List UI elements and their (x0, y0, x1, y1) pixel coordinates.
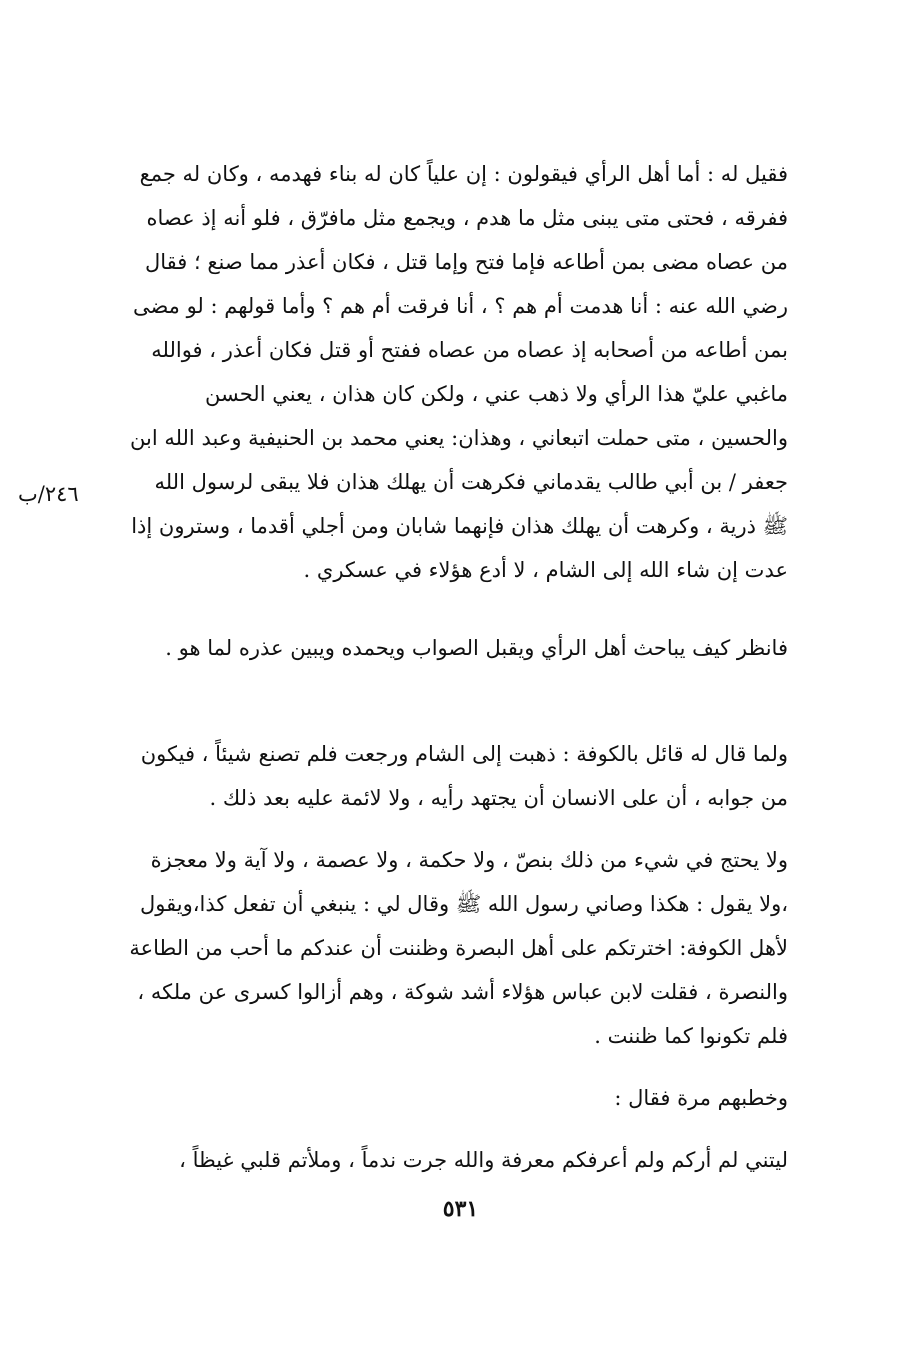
paragraph-1 (128, 152, 788, 592)
paragraph-text: وخطبهم مرة فقال : (614, 1086, 788, 1110)
paragraph-text: فقيل له : أما أهل الرأي فيقولون : إن علياً كان له بناء فهدمه ، وكان له جمع ففرقه ، فحتى متى يبنى مثل ما هدم ، ويجمع مثل مافرّق ، فلو أنه إذ عصاه من عصاه مضى بمن أطاعه فإما فتح وإما قتل ، فكان أعذر مما صنع ؛ فقال رضي الله عنه : أنا هدمت أم هم ؟ ، أنا فرقت أم هم ؟ وأما قولهم : لو مضى بمن أطاعه من أصحابه إذ عصاه من عصاه ففتح أو قتل فكان أعذر ، فوالله ماغبي عليّ هذا الرأي ولا ذهب عني ، ولكن كان هذان ، يعني الحسن والحسين ، متى حملت اتبعاني ، وهذان: يعني محمد بن الحنيفية وعبد الله ابن جعفر / بن أبي طالب يقدماني فكرهت أن يهلك هذان فلا يبقى لرسول الله ﷺ ذرية ، وكرهت أن يهلك هذان فإنهما شابان ومن أجلي أقدما ، وسترون إذا عدت إن شاء الله إلى الشام ، لا أدع هؤلاء في عسكري . (129, 162, 788, 582)
paragraph-6 (128, 1138, 788, 1182)
paragraph-text: ليتني لم أركم ولم أعرفكم معرفة والله جرت ندماً ، وملأتم قلبي غيظاً ، (179, 1148, 788, 1172)
page-number: ٥٣١ (442, 1196, 479, 1222)
paragraph-5 (128, 1076, 788, 1120)
paragraph-3 (128, 732, 788, 820)
paragraph-text: ولما قال له قائل بالكوفة : ذهبت إلى الشام ورجعت فلم تصنع شيئاً ، فيكون من جوابه ، أن على الانسان أن يجتهد رأيه ، ولا لائمة عليه بعد ذلك . (140, 742, 788, 810)
paragraph-4 (128, 838, 788, 1058)
paragraph-2 (128, 626, 788, 670)
paragraph-text: فانظر كيف يباحث أهل الرأي ويقبل الصواب ويحمده ويبين عذره لما هو . (165, 636, 788, 660)
paragraph-text: ولا يحتج في شيء من ذلك بنصّ ، ولا حكمة ، ولا عصمة ، ولا آية ولا معجزة ،ولا يقول : هكذا وصاني رسول الله ﷺ وقال لي : ينبغي أن تفعل كذا،ويقول لأهل الكوفة: اخترتكم على أهل البصرة وظننت أن عندكم ما أحب من الطاعة والنصرة ، فقلت لابن عباس هؤلاء أشد شوكة ، وهم أزالوا كسرى عن ملكه ، فلم تكونوا كما ظننت . (129, 848, 788, 1048)
marginal-folio-note: ٢٤٦/ب (18, 482, 79, 506)
